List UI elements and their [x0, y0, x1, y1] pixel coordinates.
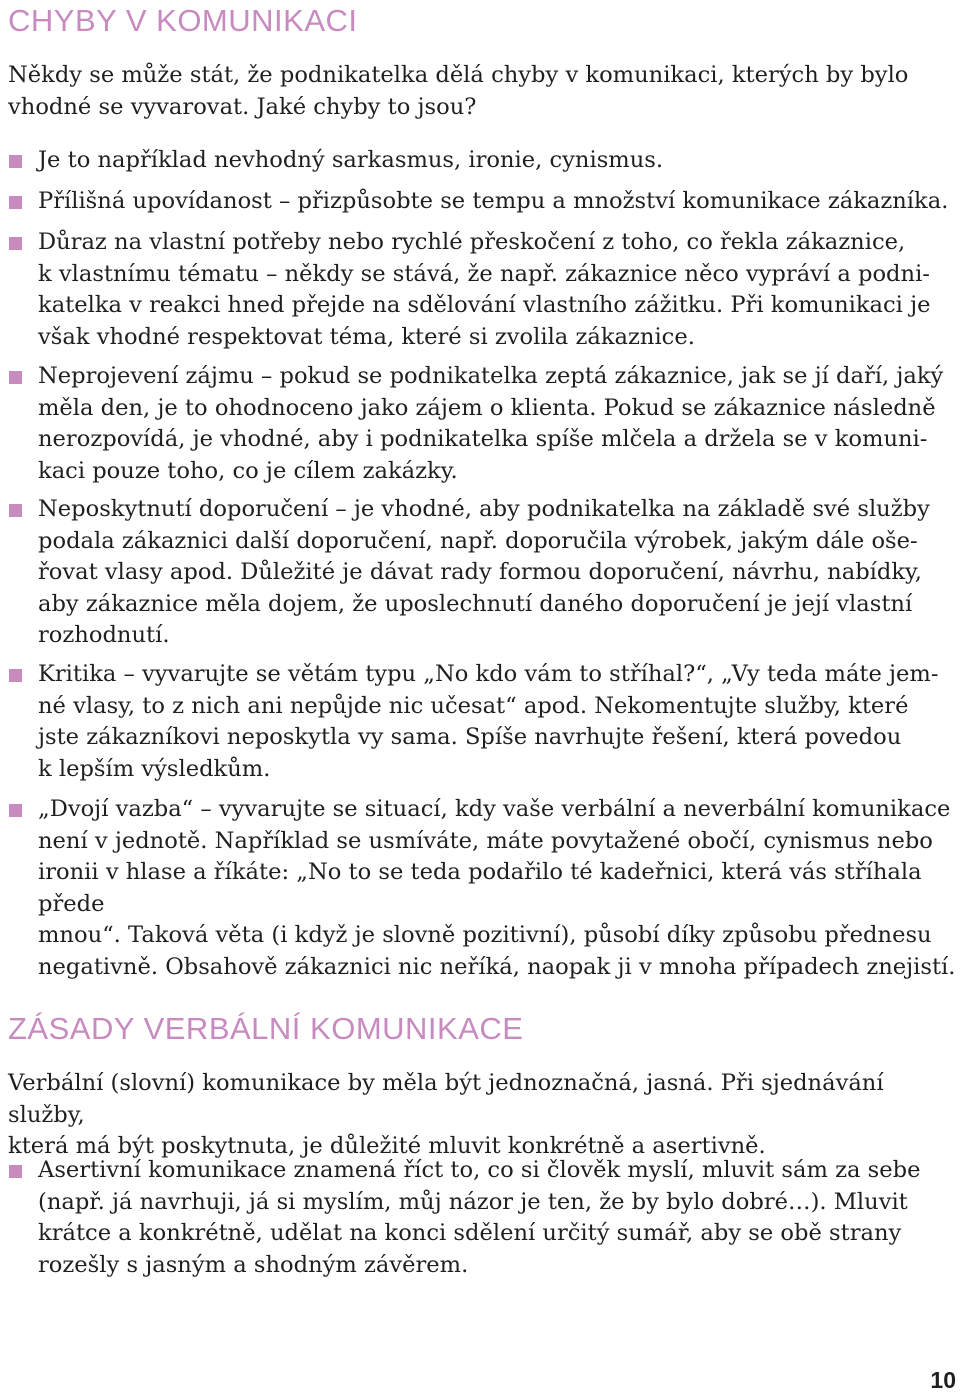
list-item-text: „Dvojí vazba“ – vyvarujte se situací, kdy vaše verbální a neverbální komunikace není v jednotě. Například se usmíváte, máte povytažené obočí, cynismus nebo ironii v hlase a říkáte: „No to se teda podařilo té kadeřnici, která vás stříhala přede mnou“. Taková věta (i když je slovně pozitivní), působí díky způsobu přednesu negativně. Obsahově zákaznici nic neříká, naopak ji v mnoha případech znejistí.	[38, 796, 956, 980]
list-item	[0, 361, 958, 487]
square-bullet-icon	[9, 371, 22, 384]
square-bullet-icon	[9, 804, 22, 817]
list-item-text: Kritika – vyvarujte se větám typu „No kdo vám to stříhal?“, „Vy teda máte jem- né vlasy, to z nich ani nepůjde nic učesat“ apod. Nekomentujte služby, které jste zákazníkovi neposkytla vy sama. Spíše navrhujte řešení, která povedou k lepším výsledkům.	[38, 661, 939, 782]
square-bullet-icon	[9, 669, 22, 682]
square-bullet-icon	[9, 504, 22, 517]
square-bullet-icon	[9, 196, 22, 209]
square-bullet-icon	[9, 1165, 22, 1178]
intro-paragraph-chyby: Někdy se může stát, že podnikatelka dělá chyby v komunikaci, kterých by bylo vhodné se vyvarovat. Jaké chyby to jsou?	[8, 62, 909, 120]
list-item	[0, 1155, 958, 1281]
list-item	[0, 145, 958, 177]
list-item-text: Je to například nevhodný sarkasmus, ironie, cynismus.	[38, 147, 664, 173]
square-bullet-icon	[9, 237, 22, 250]
list-item-text: Přílišná upovídanost – přizpůsobte se tempu a množství komunikace zákazníka.	[38, 188, 949, 214]
list-item-text: Důraz na vlastní potřeby nebo rychlé přeskočení z toho, co řekla zákaznice, k vlastnímu tématu – někdy se stává, že např. zákaznice něco vypráví a podni- katelka v reakci hned přejde na sdělování vlastního zážitku. Při komunikaci je však vhodné respektovat téma, které si zvolila zákaznice.	[38, 229, 931, 350]
page-number: 10	[930, 1367, 956, 1393]
list-item	[0, 186, 958, 218]
list-item-text: Neprojevení zájmu – pokud se podnikatelka zeptá zákaznice, jak se jí daří, jaký měla den, je to ohodnoceno jako zájem o klienta. Pokud se zákaznice následně nerozpovídá, je vhodné, aby i podnikatelka spíše mlčela a držela se v komuni- kaci pouze toho, co je cílem zakázky.	[38, 363, 944, 484]
list-item-text: Neposkytnutí doporučení – je vhodné, aby podnikatelka na základě své služby podala zákaznici další doporučení, např. doporučila výrobek, jakým dále oše- řovat vlasy apod. Důležité je dávat rady formou doporučení, návrhu, nabídky, aby zákaznice měla dojem, že uposlechnutí daného doporučení je její vlastní rozhodnutí.	[38, 496, 930, 648]
list-item	[0, 494, 958, 652]
section-heading-zasady: ZÁSADY VERBÁLNÍ KOMUNIKACE	[8, 1011, 524, 1046]
list-item-text: Asertivní komunikace znamená říct to, co si člověk myslí, mluvit sám za sebe (např. já navrhuji, já si myslím, můj názor je ten, že by bylo dobré…). Mluvit krátce a konkrétně, udělat na konci sdělení určitý sumář, aby se obě strany rozešly s jasným a shodným závěrem.	[38, 1157, 921, 1278]
list-item	[0, 794, 958, 983]
section-heading-chyby: CHYBY V KOMUNIKACI	[8, 3, 358, 38]
square-bullet-icon	[9, 155, 22, 168]
intro-paragraph-zasady: Verbální (slovní) komunikace by měla být jednoznačná, jasná. Při sjednávání služby, která má být poskytnuta, je důležité mluvit konkrétně a asertivně.	[8, 1070, 884, 1159]
list-item	[0, 227, 958, 353]
list-item	[0, 659, 958, 785]
